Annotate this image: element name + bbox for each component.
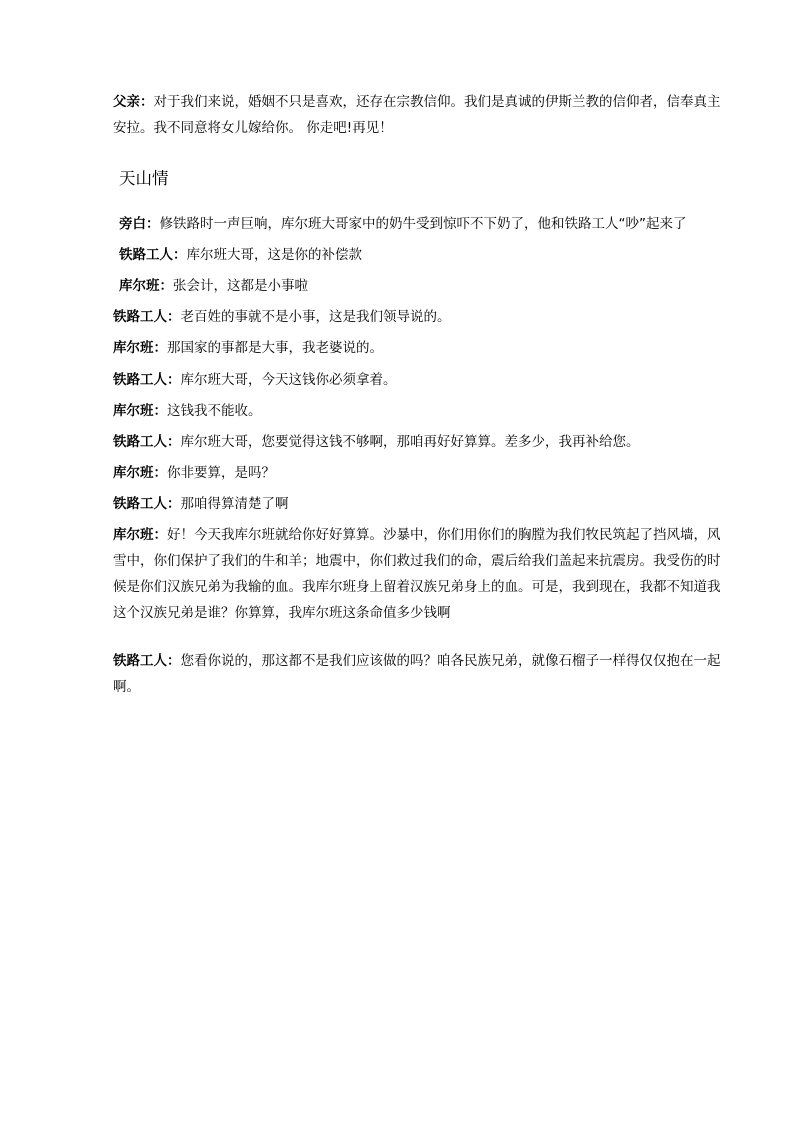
dialogue-text: 你非要算，是吗？ (167, 465, 275, 481)
speaker-label: 旁白： (119, 216, 160, 232)
dialogue-line (113, 398, 733, 424)
dialogue-text: 那咱得算清楚了啊 (180, 496, 289, 512)
dialogue-line (119, 273, 739, 299)
dialogue-text: 您看你说的，那这都不是我们应该做的吗？咱各民族兄弟，就像石榴子一样得仅仅抱在一起啊。 (113, 653, 721, 695)
speaker-label: 库尔班： (113, 527, 167, 543)
dialogue-line (119, 242, 739, 268)
dialogue-line (113, 648, 733, 700)
speaker-label: 铁路工人： (113, 372, 181, 388)
speaker-label: 铁路工人： (119, 247, 187, 263)
dialogue-text: 库尔班大哥，这是你的补偿款 (186, 247, 362, 263)
dialogue-text: 好！今天我库尔班就给你好好算算。沙暴中，你们用你们的胸膛为我们牧民筑起了挡风墙，风雪中，你们保护了我们的牛和羊；地震中，你们救过我们的命，震后给我们盖起来抗震房。我受伤的时候是你们汉族兄弟为我输的血。我库尔班身上留着汉族兄弟身上的血。可是，我到现在，我都不知道我这个汉族兄弟是谁？你算算，我库尔班这条命值多少钱啊 (113, 527, 721, 621)
speaker-label: 铁路工人： (113, 653, 181, 669)
dialogue-father (113, 89, 733, 141)
dialogue-text: 老百姓的事就不是小事，这是我们领导说的。 (180, 309, 451, 325)
dialogue-line (113, 491, 733, 517)
dialogue-line (113, 367, 733, 393)
dialogue-line (113, 429, 733, 455)
dialogue-line (113, 335, 733, 361)
dialogue-line (113, 460, 733, 486)
dialogue-text: 库尔班大哥，今天这钱你必须拿着。 (180, 372, 397, 388)
dialogue-line (113, 522, 733, 626)
dialogue-text: 库尔班大哥，您要觉得这钱不够啊，那咱再好好算算。差多少，我再补给您。 (180, 434, 640, 450)
dialogue-text: 修铁路时一声巨响，库尔班大哥家中的奶牛受到惊吓不下奶了，他和铁路工人“吵”起来了 (159, 216, 687, 232)
speaker-label: 铁路工人： (113, 496, 181, 512)
speaker-label: 铁路工人： (113, 309, 181, 325)
speaker-label: 库尔班： (119, 278, 173, 294)
speaker-label: 父亲： (113, 94, 154, 110)
dialogue-text: 这钱我不能收。 (167, 403, 262, 419)
dialogue-text: 张会计，这都是小事啦 (173, 278, 308, 294)
speaker-label: 库尔班： (113, 403, 167, 419)
speaker-label: 库尔班： (113, 340, 167, 356)
speaker-label: 库尔班： (113, 465, 167, 481)
speaker-label: 铁路工人： (113, 434, 181, 450)
dialogue-line (113, 304, 733, 330)
dialogue-text: 那国家的事都是大事，我老婆说的。 (167, 340, 383, 356)
section-heading: 天山情 (119, 169, 169, 188)
dialogue-text: 对于我们来说，婚姻不只是喜欢，还存在宗教信仰。我们是真诚的伊斯兰教的信仰者，信奉真主安拉。我不同意将女儿嫁给你。 你走吧!再见！ (113, 94, 721, 136)
dialogue-line (119, 211, 739, 237)
